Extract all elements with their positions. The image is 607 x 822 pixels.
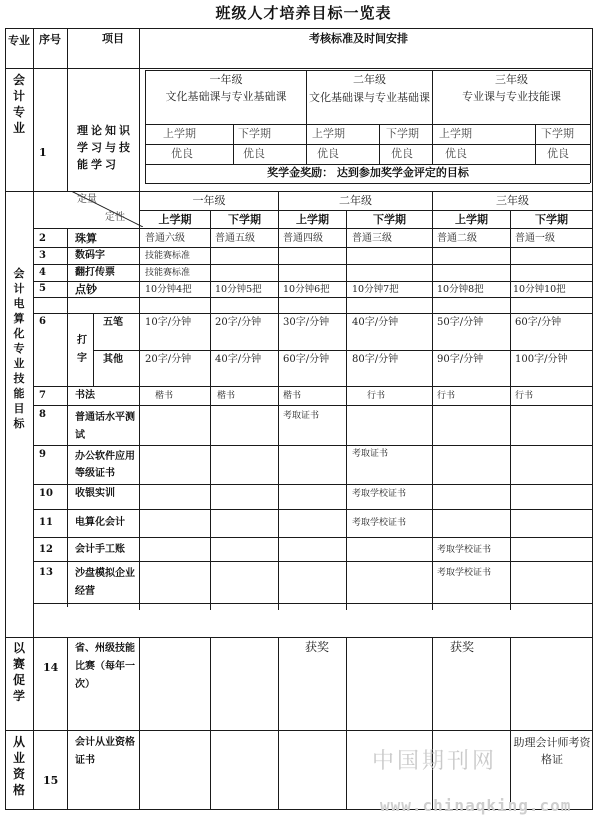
header-item: 项目: [102, 32, 124, 45]
row-seq: 11: [39, 517, 53, 528]
row-seq: 8: [39, 409, 46, 420]
section1-seq: 1: [39, 146, 47, 159]
s1-sem-6: 下学期: [541, 127, 574, 140]
row-item: 点钞: [75, 283, 97, 296]
section4-item: 会计从业资格证书: [75, 737, 135, 766]
cell: 10分钟5把: [215, 284, 262, 295]
cell: 90字/分钟: [437, 354, 484, 365]
row-seq: 7: [39, 390, 46, 401]
section4-major: 从业资格: [12, 735, 25, 797]
cell: 考取学校证书: [437, 545, 492, 555]
cell: 30字/分钟: [283, 317, 330, 328]
watermark-url: www.chinaqking.com: [380, 796, 572, 815]
s1-val-4: 优良: [391, 147, 413, 160]
cell: 行书: [367, 391, 386, 401]
s1-desc-3: 专业课与专业技能课: [462, 90, 561, 103]
cell: 技能赛标准: [145, 268, 191, 278]
row-item: 会计手工账: [75, 544, 125, 555]
s1-val-5: 优良: [445, 147, 467, 160]
s2-grade-2: 二年级: [339, 194, 372, 207]
s1-val-1: 优良: [171, 147, 193, 160]
s1-val-6: 优良: [547, 147, 569, 160]
row-seq: 9: [39, 449, 46, 460]
cell: 普通五级: [215, 233, 255, 244]
row-seq: 2: [39, 233, 46, 244]
row-seq: 3: [39, 250, 46, 261]
cell: 10分钟6把: [283, 284, 330, 295]
section3-item: 省、州级技能比赛（每年一次）: [75, 643, 135, 690]
s2-grade-3: 三年级: [496, 194, 529, 207]
section4-seq: 15: [43, 774, 59, 787]
s2-sem-1: 上学期: [158, 213, 192, 226]
s1-val-2: 优良: [243, 147, 265, 160]
cell: 10分钟7把: [352, 284, 399, 295]
diag-top-label: 定量: [77, 194, 97, 205]
cell: 考取证书: [283, 411, 320, 421]
row-item: 书法: [75, 390, 95, 401]
cell: 10分钟10把: [513, 284, 566, 295]
cell: 获奖: [305, 640, 330, 654]
s2-grade-1: 一年级: [192, 194, 226, 207]
row-seq: 13: [39, 567, 53, 578]
s1-sem-2: 下学期: [238, 127, 271, 140]
s2-sem-3: 上学期: [296, 213, 329, 226]
section2-major: 会计电算化专业技能目标: [13, 267, 25, 430]
s2-sem-2: 下学期: [228, 213, 261, 226]
s1-grade-2: 二年级: [353, 73, 386, 86]
cell: 技能赛标准: [145, 251, 191, 261]
page-title: 班级人才培养目标一览表: [215, 4, 392, 22]
cell: 20字/分钟: [215, 317, 262, 328]
s2-sem-4: 下学期: [373, 213, 406, 226]
s1-grade-1: 一年级: [209, 73, 243, 86]
s1-sem-3: 上学期: [312, 127, 345, 140]
cell: 普通四级: [283, 233, 323, 244]
header-major: 专业: [8, 34, 30, 47]
section3-major: 以赛促学: [12, 641, 25, 703]
cell: 60字/分钟: [515, 317, 562, 328]
row-seq: 5: [39, 283, 46, 294]
section1-item: 理论知识学习与技能学习: [77, 124, 133, 171]
row-subitem: 五笔: [103, 317, 123, 328]
cell: 考取学校证书: [437, 568, 492, 578]
row-seq: 6: [39, 316, 46, 327]
cell: 80字/分钟: [352, 354, 399, 365]
s1-desc-2: 文化基础课与专业基础课: [309, 91, 430, 104]
cell: 10分钟8把: [437, 284, 484, 295]
cell: 考取学校证书: [352, 518, 407, 528]
row-seq: 4: [39, 267, 46, 278]
row-item: 沙盘模拟企业经营: [75, 568, 135, 597]
row-subitem: 其他: [103, 354, 123, 365]
s1-sem-1: 上学期: [163, 127, 196, 140]
s1-sem-5: 上学期: [439, 127, 472, 140]
cell: 60字/分钟: [283, 354, 330, 365]
cell: 考取证书: [352, 449, 389, 459]
cell: 40字/分钟: [215, 354, 262, 365]
s1-grade-3: 三年级: [495, 73, 528, 86]
row-item: 打字: [77, 335, 87, 364]
cell: 普通二级: [437, 233, 477, 244]
section3-seq: 14: [43, 661, 59, 674]
row-seq: 10: [39, 488, 53, 499]
row-seq: 12: [39, 544, 53, 555]
cell: 普通一级: [515, 233, 555, 244]
s1-val-3: 优良: [317, 147, 339, 160]
target-table: [5, 28, 593, 810]
cell: 20字/分钟: [145, 354, 192, 365]
section1-major: 会计专业: [12, 73, 25, 135]
row-item: 数码字: [75, 250, 105, 261]
watermark-cn: 中国期刊网: [372, 749, 498, 774]
cell: 楷书: [217, 391, 236, 401]
cell: 普通三级: [352, 233, 392, 244]
s1-scholarship: 奖学金奖励： 达到参加奖学金评定的目标: [267, 166, 469, 179]
row-item: 珠算: [75, 232, 97, 245]
cell: 获奖: [450, 640, 475, 654]
s1-sem-4: 下学期: [386, 127, 419, 140]
s1-desc-1: 文化基础课与专业基础课: [165, 90, 287, 103]
cell: 50字/分钟: [437, 317, 484, 328]
cell: 楷书: [283, 391, 302, 401]
cell: 行书: [437, 391, 456, 401]
row-item: 翻打传票: [75, 267, 115, 278]
cell: 普通六级: [145, 233, 185, 244]
row-item: 电算化会计: [75, 517, 125, 528]
cell: 考取学校证书: [352, 489, 407, 499]
cell: 助理会计师考资格证: [513, 736, 591, 766]
cell: 行书: [515, 391, 534, 401]
s2-sem-5: 上学期: [455, 213, 488, 226]
cell: 10分钟4把: [145, 284, 192, 295]
row-item: 收银实训: [75, 488, 115, 499]
row-item: 普通话水平测试: [75, 412, 135, 441]
diag-bottom-label: 定性: [105, 212, 125, 223]
cell: 楷书: [155, 391, 174, 401]
row-item: 办公软件应用等级证书: [75, 451, 135, 479]
header-standard: 考核标准及时间安排: [309, 32, 408, 45]
header-seq: 序号: [39, 33, 61, 46]
cell: 10字/分钟: [145, 317, 192, 328]
cell: 100字/分钟: [515, 354, 568, 365]
s2-sem-6: 下学期: [535, 213, 568, 226]
cell: 40字/分钟: [352, 317, 399, 328]
